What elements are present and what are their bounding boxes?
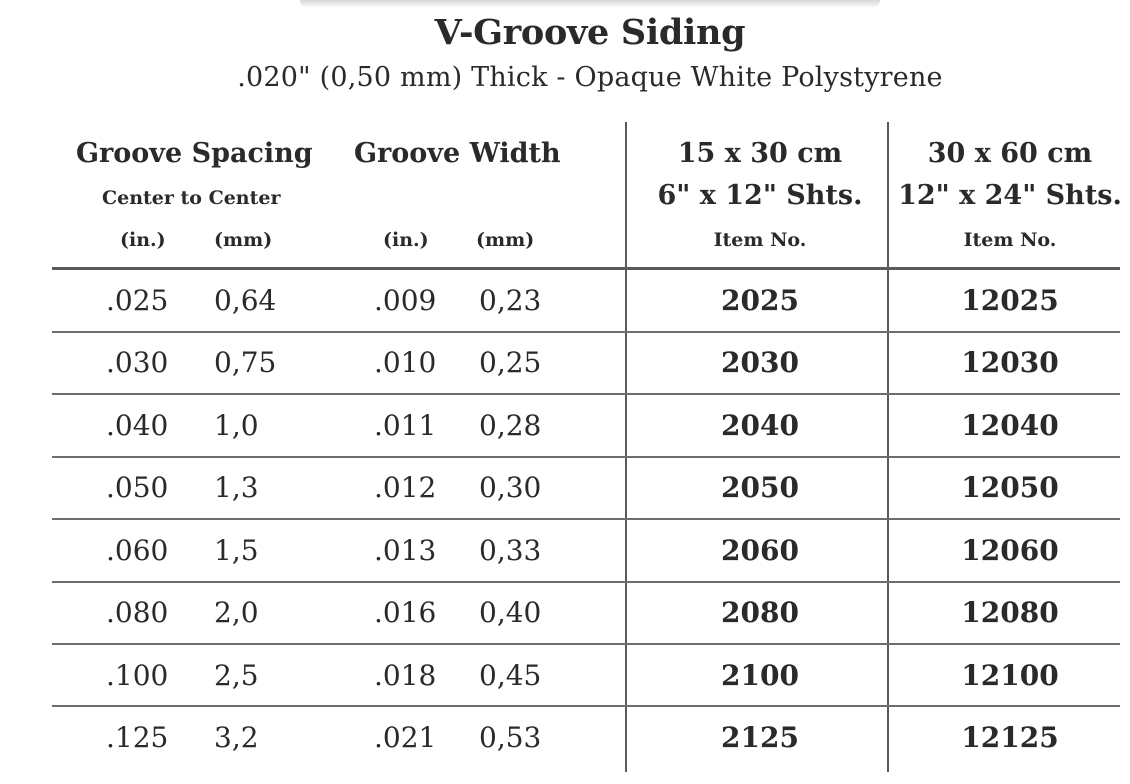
header-spacing-in: (in.) xyxy=(120,229,166,251)
cell-width-in: .021 xyxy=(374,721,437,754)
cell-spacing-mm: 1,5 xyxy=(214,534,259,567)
cell-spacing-in: .060 xyxy=(106,534,169,567)
cell-width-in: .018 xyxy=(374,659,437,692)
cell-width-in: .011 xyxy=(374,409,437,442)
cell-spacing-mm: 2,5 xyxy=(214,659,259,692)
top-shadow xyxy=(300,0,880,8)
column-divider xyxy=(625,122,627,772)
cell-item-small: 2030 xyxy=(721,346,799,379)
row-divider xyxy=(52,581,1120,583)
header-small-metric: 15 x 30 cm xyxy=(677,138,843,169)
cell-spacing-in: .125 xyxy=(106,721,169,754)
cell-spacing-mm: 0,75 xyxy=(214,346,277,379)
header-center-to-center: Center to Center xyxy=(102,187,281,209)
header-width-in: (in.) xyxy=(383,229,429,251)
cell-item-small: 2025 xyxy=(721,284,799,317)
cell-width-in: .012 xyxy=(374,471,437,504)
column-divider xyxy=(887,122,889,772)
header-spacing-mm: (mm) xyxy=(214,229,273,251)
cell-item-large: 12060 xyxy=(961,534,1059,567)
row-divider xyxy=(52,393,1120,395)
header-small-item: Item No. xyxy=(713,229,807,251)
page-subtitle: .020" (0,50 mm) Thick - Opaque White Polystyrene xyxy=(237,62,943,93)
row-divider xyxy=(52,705,1120,707)
cell-item-large: 12030 xyxy=(961,346,1059,379)
cell-item-small: 2125 xyxy=(721,721,799,754)
cell-spacing-in: .100 xyxy=(106,659,169,692)
cell-item-small: 2100 xyxy=(721,659,799,692)
cell-width-mm: 0,28 xyxy=(479,409,542,442)
cell-spacing-in: .030 xyxy=(106,346,169,379)
cell-item-small: 2040 xyxy=(721,409,799,442)
cell-spacing-mm: 3,2 xyxy=(214,721,259,754)
cell-item-small: 2050 xyxy=(721,471,799,504)
cell-width-mm: 0,40 xyxy=(479,596,542,629)
row-divider xyxy=(52,456,1120,458)
row-divider xyxy=(52,518,1120,520)
header-large-item: Item No. xyxy=(963,229,1057,251)
cell-width-in: .013 xyxy=(374,534,437,567)
cell-width-mm: 0,25 xyxy=(479,346,542,379)
cell-item-large: 12080 xyxy=(961,596,1059,629)
cell-width-mm: 0,53 xyxy=(479,721,542,754)
cell-width-mm: 0,45 xyxy=(479,659,542,692)
row-divider xyxy=(52,331,1120,333)
cell-item-large: 12040 xyxy=(961,409,1059,442)
cell-spacing-mm: 1,0 xyxy=(214,409,259,442)
cell-item-small: 2060 xyxy=(721,534,799,567)
cell-spacing-in: .050 xyxy=(106,471,169,504)
header-large-metric: 30 x 60 cm xyxy=(927,138,1093,169)
cell-width-mm: 0,33 xyxy=(479,534,542,567)
row-divider xyxy=(52,643,1120,645)
header-rule xyxy=(52,267,1120,270)
cell-width-mm: 0,23 xyxy=(479,284,542,317)
header-width-mm: (mm) xyxy=(476,229,535,251)
cell-spacing-mm: 1,3 xyxy=(214,471,259,504)
cell-width-mm: 0,30 xyxy=(479,471,542,504)
cell-spacing-mm: 0,64 xyxy=(214,284,277,317)
cell-spacing-in: .080 xyxy=(106,596,169,629)
cell-spacing-in: .025 xyxy=(106,284,169,317)
header-groove-spacing: Groove Spacing xyxy=(76,138,313,169)
header-large-imperial: 12" x 24" Shts. xyxy=(898,180,1122,211)
cell-width-in: .010 xyxy=(374,346,437,379)
cell-item-small: 2080 xyxy=(721,596,799,629)
cell-spacing-mm: 2,0 xyxy=(214,596,259,629)
cell-width-in: .016 xyxy=(374,596,437,629)
header-small-imperial: 6" x 12" Shts. xyxy=(657,180,863,211)
cell-item-large: 12025 xyxy=(961,284,1059,317)
cell-item-large: 12100 xyxy=(961,659,1059,692)
cell-spacing-in: .040 xyxy=(106,409,169,442)
cell-item-large: 12125 xyxy=(961,721,1059,754)
header-groove-width: Groove Width xyxy=(354,138,561,169)
cell-width-in: .009 xyxy=(374,284,437,317)
page-title: V-Groove Siding xyxy=(434,12,746,53)
cell-item-large: 12050 xyxy=(961,471,1059,504)
